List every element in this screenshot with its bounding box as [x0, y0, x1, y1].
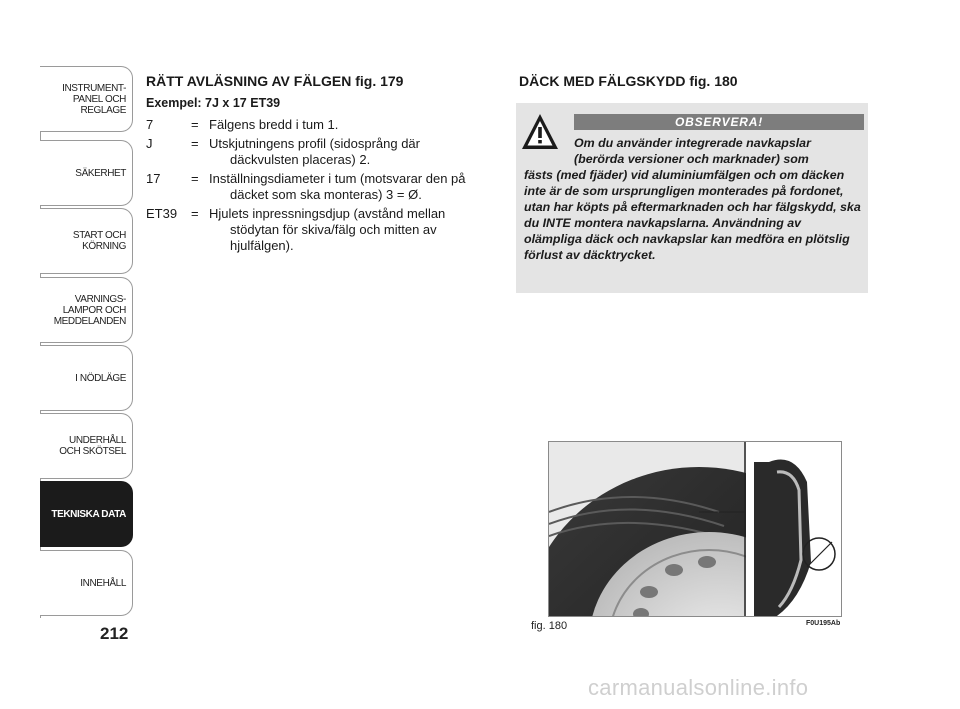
equals-sign: =	[191, 136, 199, 151]
warning-line-1: Om du använder integrerade navkapslar	[574, 136, 811, 150]
tab-instrumentpanel[interactable]: INSTRUMENT- PANEL OCH REGLAGE	[40, 66, 133, 132]
warning-line-2: (berörda versioner och marknader) som	[574, 152, 809, 166]
tab-tekniska-data[interactable]: TEKNISKA DATA	[40, 481, 133, 547]
section-title: RÄTT AVLÄSNING AV FÄLGEN fig. 179	[146, 73, 404, 89]
definition-text: Hjulets inpressningsdjup (avstånd mellan	[209, 206, 446, 221]
definition-text-cont: stödytan för skiva/fälg och mitten av hjulfälgen).	[230, 222, 437, 253]
definition-row	[146, 206, 496, 254]
definition-row	[146, 171, 496, 203]
definition-term: 17	[146, 171, 161, 186]
tab-start-och-korning[interactable]: START OCH KÖRNING	[40, 208, 133, 274]
tab-innehall[interactable]: INNEHÅLL	[40, 550, 133, 616]
tab-varningslampor[interactable]: VARNINGS- LAMPOR OCH MEDDELANDEN	[40, 277, 133, 343]
chapter-tabs	[0, 0, 140, 709]
equals-sign: =	[191, 117, 199, 132]
tab-i-nodlage[interactable]: I NÖDLÄGE	[40, 345, 133, 411]
tab-underhall[interactable]: UNDERHÅLL OCH SKÖTSEL	[40, 413, 133, 479]
equals-sign: =	[191, 171, 199, 186]
definition-term: 7	[146, 117, 154, 132]
definition-term: J	[146, 136, 153, 151]
definition-text-cont: däckvulsten placeras) 2.	[230, 152, 371, 167]
definition-text: Inställningsdiameter i tum (motsvarar den på	[209, 171, 466, 186]
tab-sakerhet[interactable]: SÄKERHET	[40, 140, 133, 206]
definition-row	[146, 136, 496, 168]
tire-rim-guard-section	[519, 73, 869, 89]
section-title: DÄCK MED FÄLGSKYDD fig. 180	[519, 73, 738, 89]
rim-reading-section	[146, 73, 496, 257]
figure-180-illustration	[548, 441, 842, 617]
example-line: Exempel: 7J x 17 ET39	[146, 96, 281, 110]
definition-text-cont: däcket som ska monteras) 3 = Ø.	[230, 187, 422, 202]
tire-with-hubcap-drawing	[549, 442, 842, 617]
figure-caption: fig. 180	[531, 620, 568, 632]
equals-sign: =	[191, 206, 199, 221]
page-number: 212	[100, 624, 129, 643]
warning-text	[524, 135, 862, 263]
warning-heading: OBSERVERA!	[574, 114, 864, 130]
definition-text: Fälgens bredd i tum 1.	[209, 117, 339, 132]
definition-row	[146, 117, 496, 133]
definition-text: Utskjutningens profil (sidosprång där	[209, 136, 420, 151]
watermark: carmanualsonline.info	[588, 675, 809, 700]
figure-code: F0U195Ab	[806, 620, 841, 627]
warning-body: fästs (med fjäder) vid aluminiumfälgen och om däcken inte är de som ursprungligen monterades på fordonet, utan har köpts på eftermarknaden och har fälgskydd, ska du INTE montera navkapslarna. Användning av olämpliga däck och navkapslar kan medföra en plötslig förlust av däcktrycket.	[524, 168, 861, 262]
definition-term: ET39	[146, 206, 178, 221]
